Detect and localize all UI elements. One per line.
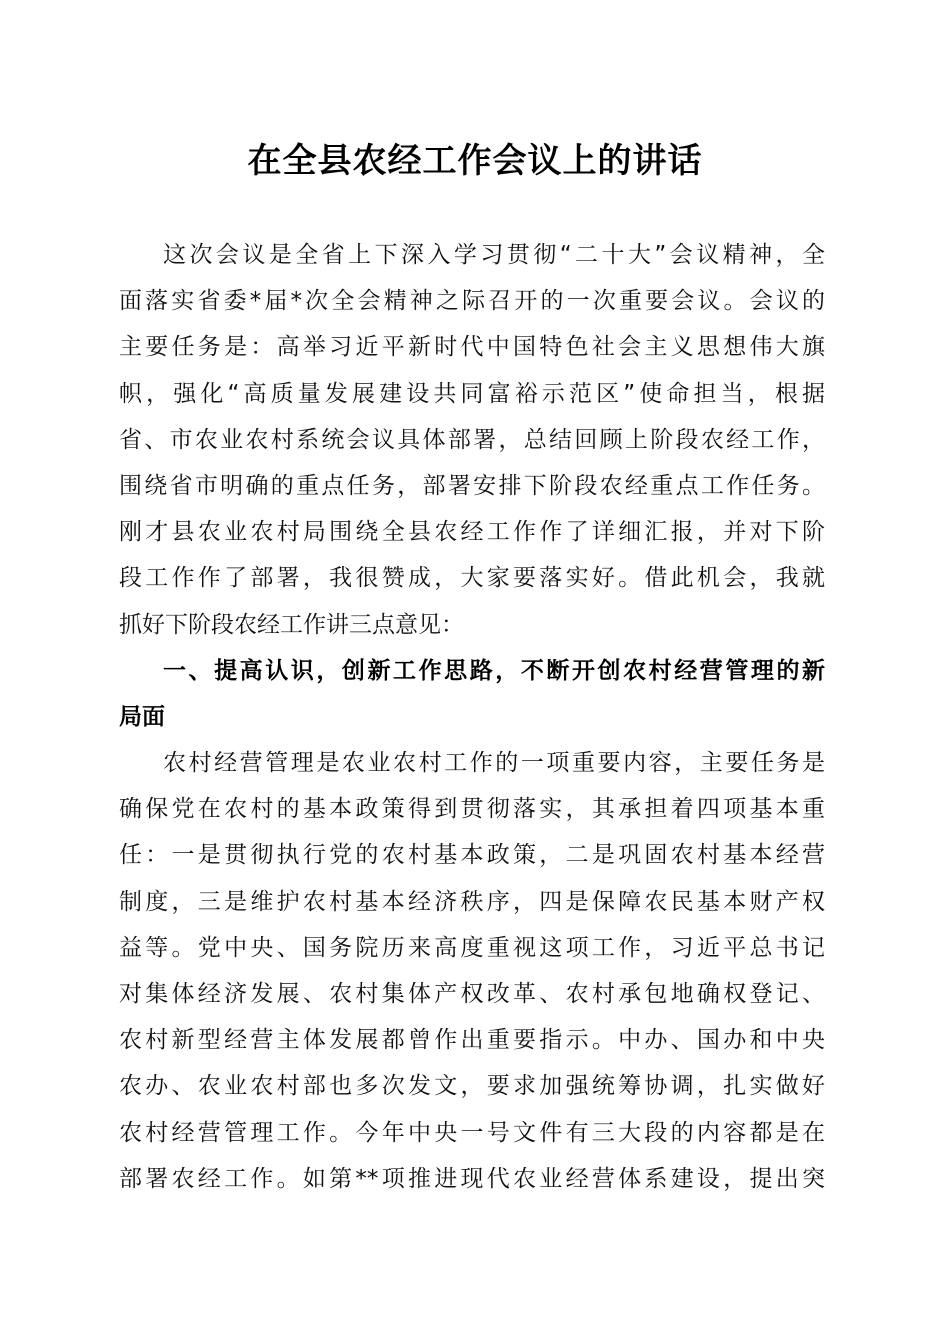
text-line: 部署农经工作。如第**项推进现代农业经营体系建设，提出突 bbox=[119, 1165, 825, 1192]
section-heading-line: 局面 bbox=[119, 703, 165, 730]
text-line: 对集体经济发展、农村集体产权改革、农村承包地确权登记、 bbox=[119, 981, 825, 1007]
text-line: 益等。党中央、国务院历来高度重视这项工作，习近平总书记 bbox=[119, 934, 825, 961]
section-heading-line: 一、提高认识，创新工作思路，不断开创农村经营管理的新 bbox=[163, 657, 825, 684]
text-line: 面落实省委*届*次全会精神之际召开的一次重要会议。会议的 bbox=[119, 288, 825, 315]
document-title: 在全县农经工作会议上的讲话 bbox=[247, 141, 703, 181]
text-line: 围绕省市明确的重点任务，部署安排下阶段农经重点工作任务。 bbox=[119, 472, 825, 499]
text-line: 农办、农业农村部也多次发文，要求加强统筹协调，扎实做好 bbox=[119, 1073, 825, 1100]
text-line: 确保党在农村的基本政策得到贯彻落实，其承担着四项基本重 bbox=[119, 796, 825, 823]
paragraph-intro bbox=[119, 232, 825, 1202]
text-line: 这次会议是全省上下深入学习贯彻“二十大”会议精神，全 bbox=[163, 242, 825, 268]
text-line: 主要任务是：高举习近平新时代中国特色社会主义思想伟大旗 bbox=[119, 334, 825, 361]
text-line: 刚才县农业农村局围绕全县农经工作作了详细汇报，并对下阶 bbox=[119, 519, 825, 546]
text-line: 制度，三是维护农村基本经济秩序，四是保障农民基本财产权 bbox=[119, 888, 825, 915]
text-line: 省、市农业农村系统会议具体部署，总结回顾上阶段农经工作， bbox=[119, 426, 825, 453]
text-line: 农村新型经营主体发展都曾作出重要指示。中办、国办和中央 bbox=[119, 1027, 825, 1054]
text-line: 帜，强化“高质量发展建设共同富裕示范区”使命担当，根据 bbox=[119, 380, 825, 407]
text-line: 抓好下阶段农经工作讲三点意见： bbox=[119, 611, 464, 638]
text-line: 段工作作了部署，我很赞成，大家要落实好。借此机会，我就 bbox=[119, 565, 825, 592]
text-line: 农村经营管理是农业农村工作的一项重要内容，主要任务是 bbox=[163, 750, 825, 777]
text-line: 任：一是贯彻执行党的农村基本政策，二是巩固农村基本经营 bbox=[119, 842, 825, 869]
text-line: 农村经营管理工作。今年中央一号文件有三大段的内容都是在 bbox=[119, 1119, 825, 1146]
